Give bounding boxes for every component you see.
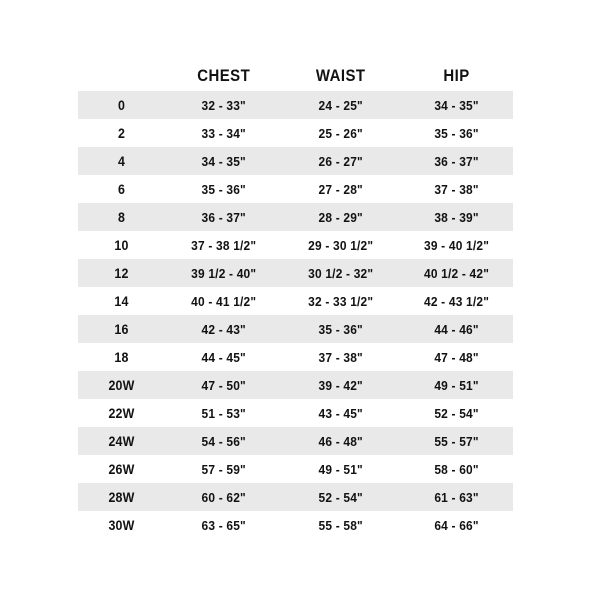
table-row (78, 91, 513, 119)
hip-cell: 37 - 38" (434, 181, 479, 197)
hip-cell: 42 - 43 1/2" (423, 293, 489, 309)
table-row (78, 259, 513, 287)
chest-column-header: CHEST (197, 65, 251, 85)
table-row (78, 343, 513, 371)
waist-cell: 43 - 45" (318, 405, 364, 421)
waist-cell: 30 1/2 - 32" (308, 265, 374, 281)
waist-cell: 26 - 27" (318, 153, 364, 169)
hip-cell: 61 - 63" (434, 489, 479, 505)
size-label: 8 (117, 209, 126, 225)
size-chart-table (78, 60, 513, 539)
waist-cell: 25 - 26" (318, 125, 364, 141)
waist-cell: 28 - 29" (318, 209, 364, 225)
waist-cell: 35 - 36" (318, 321, 364, 337)
chest-cell: 63 - 65" (201, 517, 246, 533)
chest-cell: 60 - 62" (201, 489, 246, 505)
hip-cell: 47 - 48" (434, 349, 479, 365)
table-header-row (78, 60, 513, 91)
hip-cell: 35 - 36" (434, 125, 479, 141)
size-label: 16 (114, 321, 129, 337)
table-row (78, 315, 513, 343)
hip-cell: 52 - 54" (434, 405, 479, 421)
size-label: 12 (114, 265, 129, 281)
size-label: 0 (117, 97, 126, 113)
chest-cell: 39 1/2 - 40" (191, 265, 257, 281)
hip-cell: 34 - 35" (434, 97, 479, 113)
chest-cell: 42 - 43" (201, 321, 246, 337)
hip-cell: 39 - 40 1/2" (423, 237, 489, 253)
hip-cell: 40 1/2 - 42" (423, 265, 489, 281)
size-label: 4 (117, 153, 126, 169)
hip-cell: 36 - 37" (434, 153, 479, 169)
chest-cell: 37 - 38 1/2" (191, 237, 257, 253)
size-label: 24W (108, 433, 135, 449)
table-row (78, 371, 513, 399)
chest-cell: 34 - 35" (201, 153, 246, 169)
waist-cell: 32 - 33 1/2" (308, 293, 374, 309)
chest-cell: 47 - 50" (201, 377, 246, 393)
table-row (78, 203, 513, 231)
table-body (78, 91, 513, 539)
waist-cell: 24 - 25" (318, 97, 364, 113)
hip-cell: 38 - 39" (434, 209, 479, 225)
waist-column-header: WAIST (316, 65, 366, 85)
table-row (78, 287, 513, 315)
waist-cell: 46 - 48" (318, 433, 364, 449)
size-label: 30W (108, 517, 135, 533)
waist-cell: 27 - 28" (318, 181, 364, 197)
table-row (78, 119, 513, 147)
hip-cell: 49 - 51" (434, 377, 479, 393)
chest-cell: 32 - 33" (201, 97, 246, 113)
size-label: 20W (108, 377, 135, 393)
waist-cell: 55 - 58" (318, 517, 364, 533)
size-label: 26W (108, 461, 135, 477)
waist-cell: 52 - 54" (318, 489, 364, 505)
size-label: 28W (108, 489, 135, 505)
table-row (78, 147, 513, 175)
hip-column-header: HIP (443, 65, 470, 85)
chest-cell: 54 - 56" (201, 433, 246, 449)
chest-cell: 36 - 37" (201, 209, 246, 225)
table-row (78, 511, 513, 539)
chest-cell: 35 - 36" (201, 181, 246, 197)
table-row (78, 231, 513, 259)
waist-cell: 29 - 30 1/2" (308, 237, 374, 253)
table-row (78, 399, 513, 427)
hip-cell: 44 - 46" (434, 321, 479, 337)
hip-cell: 58 - 60" (434, 461, 479, 477)
table-row (78, 455, 513, 483)
hip-cell: 55 - 57" (434, 433, 479, 449)
waist-cell: 39 - 42" (318, 377, 364, 393)
size-label: 18 (114, 349, 129, 365)
size-label: 6 (117, 181, 126, 197)
size-label: 2 (117, 125, 126, 141)
waist-cell: 37 - 38" (318, 349, 364, 365)
table-row (78, 427, 513, 455)
size-label: 14 (114, 293, 129, 309)
chest-cell: 51 - 53" (201, 405, 246, 421)
table-row (78, 483, 513, 511)
chest-cell: 57 - 59" (201, 461, 246, 477)
size-label: 22W (108, 405, 135, 421)
chest-cell: 33 - 34" (201, 125, 246, 141)
waist-cell: 49 - 51" (318, 461, 364, 477)
hip-cell: 64 - 66" (434, 517, 479, 533)
size-label: 10 (114, 237, 129, 253)
table-row (78, 175, 513, 203)
chest-cell: 44 - 45" (201, 349, 246, 365)
chest-cell: 40 - 41 1/2" (191, 293, 257, 309)
